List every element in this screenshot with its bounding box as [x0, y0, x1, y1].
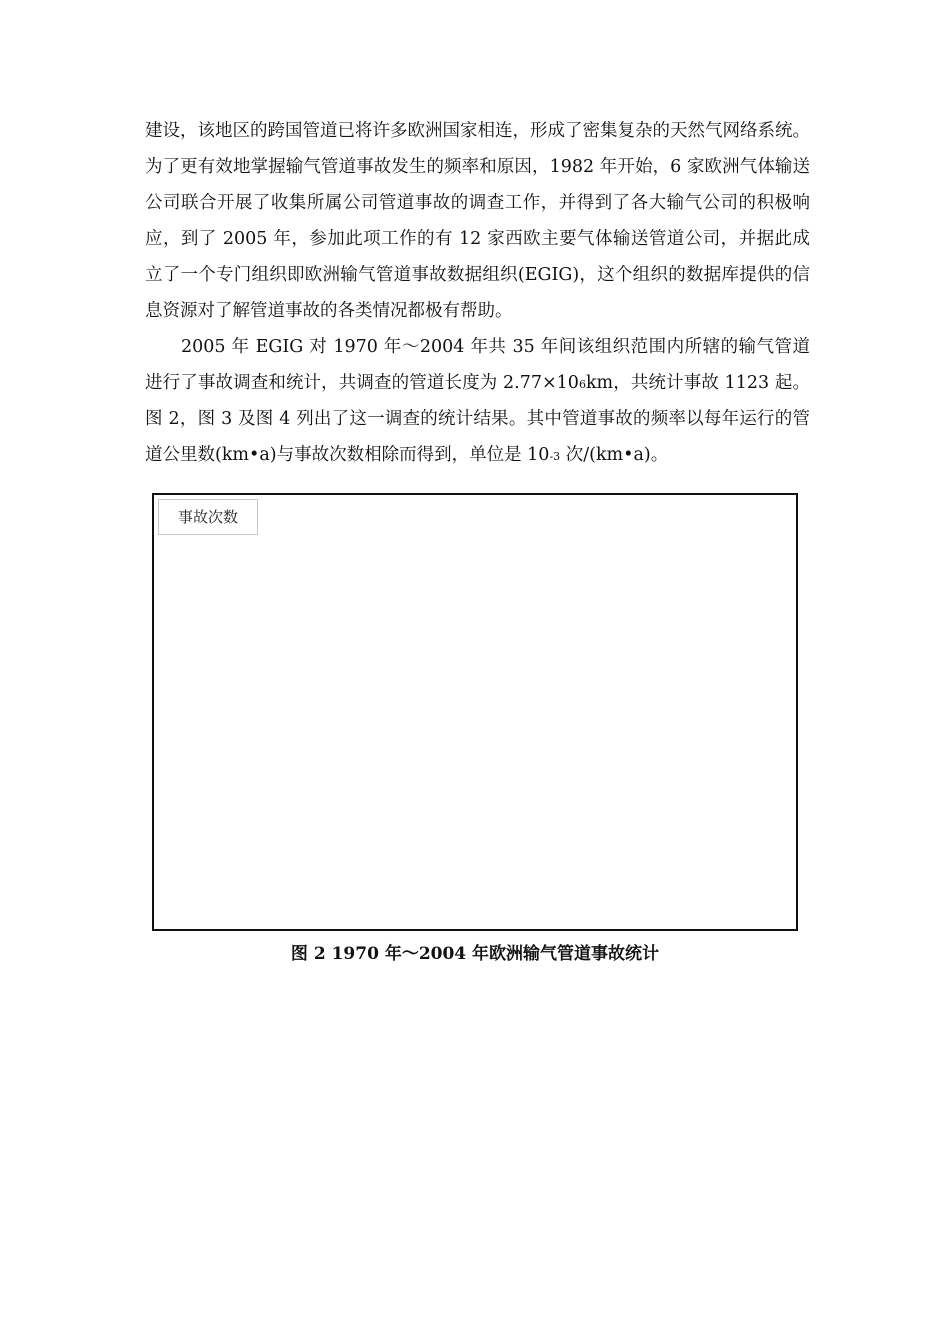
exponent-6: 6 [578, 378, 586, 391]
paragraph-2-text-c: 次/(km•a)。 [560, 445, 669, 465]
figure-2-caption: 图 2 1970 年～2004 年欧洲输气管道事故统计 [290, 944, 660, 964]
paragraph-2-text-b: km，共统计事故 1123 起。图 2，图 3 及图 4 列出了这一调查的统计结果。其中管道事故的频率以每年运行的管道公里数(km•a)与事故次数相除而得到，单位是 10 [145, 373, 810, 465]
paragraph-2 [145, 329, 810, 473]
body-text [145, 113, 810, 473]
paragraph-1-text: 建设，该地区的跨国管道已将许多欧洲国家相连，形成了密集复杂的天然气网络系统。为了更有效地掌握输气管道事故发生的频率和原因，1982 年开始，6 家欧洲气体输送公司联合开展了收集所属公司管道事故的调查工作，并得到了各大输气公司的积极响应，到了 2005 年，参加此项工作的有 12 家西欧主要气体输送管道公司，并据此成立了一个专门组织即欧洲输气管道事故数据组织(EGIG)，这个组织的数据库提供的信息资源对了解管道事故的各类情况都极有帮助。 [145, 121, 810, 321]
figure-tag-accident-count: 事故次数 [158, 499, 258, 535]
exponent-minus-3: -3 [549, 450, 561, 463]
paragraph-2-text-a: 2005 年 EGIG 对 1970 年～2004 年共 35 年间该组织范围内所辖的输气管道进行了事故调查和统计，共调查的管道长度为 2.77×10 [145, 337, 810, 393]
paragraph-1 [145, 113, 810, 329]
figure-2-frame [152, 493, 798, 931]
